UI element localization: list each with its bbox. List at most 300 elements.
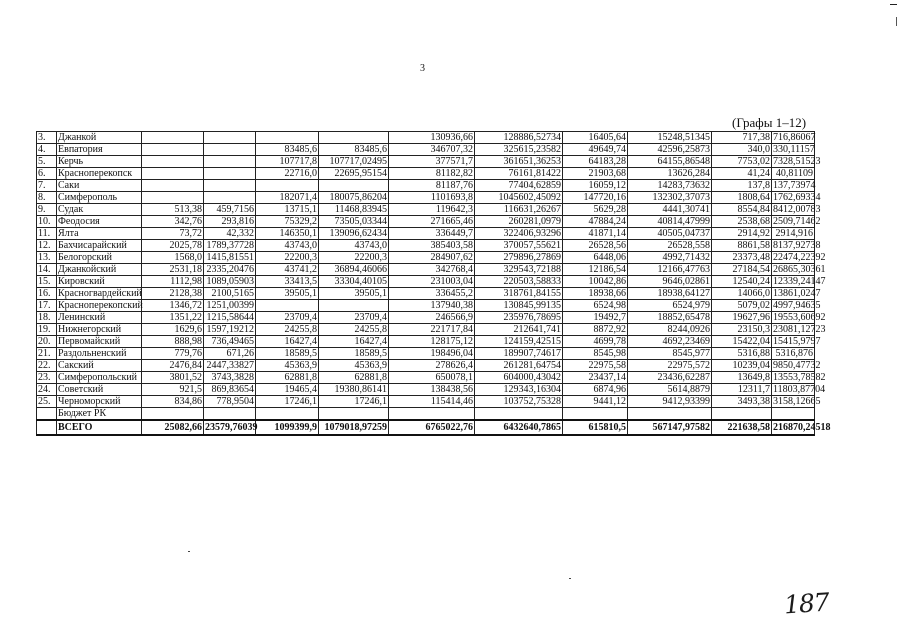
value-cell: 615810,5: [563, 420, 628, 435]
value-cell: 377571,7: [389, 156, 475, 168]
row-number: 17.: [37, 300, 57, 312]
value-cell: 921,5: [142, 384, 204, 396]
row-name: Советский: [57, 384, 142, 396]
value-cell: 650078,1: [389, 372, 475, 384]
value-cell: 19492,7: [563, 312, 628, 324]
row-number: 5.: [37, 156, 57, 168]
value-cell: 26528,56: [563, 240, 628, 252]
value-cell: 12540,24: [712, 276, 772, 288]
value-cell: 180075,86204: [319, 192, 389, 204]
value-cell: 336449,7: [389, 228, 475, 240]
value-cell: 212641,741: [475, 324, 563, 336]
value-cell: [319, 408, 389, 421]
value-cell: 2538,68: [712, 216, 772, 228]
value-cell: 146350,1: [256, 228, 319, 240]
value-cell: 1629,6: [142, 324, 204, 336]
value-cell: 19380,86141: [319, 384, 389, 396]
row-name: Ялта: [57, 228, 142, 240]
value-cell: 220503,58833: [475, 276, 563, 288]
table-row: [37, 204, 815, 216]
value-cell: 7328,51523: [773, 156, 821, 167]
value-cell: 40814,47999: [628, 216, 712, 228]
value-cell: [204, 144, 256, 156]
row-number: [37, 408, 57, 421]
value-cell: 567147,97582: [628, 420, 712, 435]
value-cell: 1089,05903: [204, 276, 256, 288]
value-cell: 137,73974: [773, 180, 816, 191]
value-cell: 1568,0: [142, 252, 204, 264]
value-cell: 1762,69334: [773, 192, 821, 203]
table-row: [37, 264, 815, 276]
value-cell: 115414,46: [389, 396, 475, 408]
value-cell: 2025,78: [142, 240, 204, 252]
row-name: Евпатория: [57, 144, 142, 156]
value-cell: 23081,12723: [773, 324, 826, 335]
row-name: Красногвардейский: [58, 288, 142, 299]
value-cell: 40,81109: [772, 168, 815, 180]
value-cell: 2476,84: [142, 360, 204, 372]
value-cell: 62881,8: [319, 372, 389, 384]
value-cell: [256, 408, 319, 421]
row-name: Симферополь: [57, 192, 142, 204]
value-cell: 14283,73632: [628, 180, 712, 192]
value-cell: 23709,4: [256, 312, 319, 324]
table-row: [37, 156, 815, 168]
value-cell: 6765022,76: [389, 420, 475, 435]
value-cell: 8244,0926: [628, 324, 712, 336]
value-cell: 11803,87704: [773, 384, 826, 395]
value-cell: 107717,02495: [319, 156, 389, 168]
value-cell: 13861,0247: [773, 288, 821, 299]
value-cell: 279896,27869: [475, 252, 563, 264]
scan-mark: [896, 17, 897, 26]
value-cell: 8545,98: [563, 348, 628, 360]
value-cell: 15422,04: [712, 336, 772, 348]
value-cell: 73,72: [142, 228, 204, 240]
value-cell: 1415,81551: [204, 252, 256, 264]
value-cell: 45363,9: [256, 360, 319, 372]
value-cell: 5079,02: [712, 300, 772, 312]
value-cell: 278626,4: [389, 360, 475, 372]
value-cell: 16405,64: [563, 132, 628, 144]
value-cell: [563, 408, 628, 421]
value-cell: 13626,284: [628, 168, 712, 180]
value-cell: 73505,03344: [319, 216, 389, 228]
value-cell: 19553,60692: [773, 312, 826, 323]
table-row: [37, 240, 815, 252]
value-cell: 888,98: [142, 336, 204, 348]
value-cell: 6524,979: [628, 300, 712, 312]
value-cell: 346707,32: [389, 144, 475, 156]
value-cell: 22975,58: [563, 360, 628, 372]
value-cell: 221717,84: [389, 324, 475, 336]
row-name: Раздольненский: [57, 348, 142, 360]
value-cell: 513,38: [142, 204, 204, 216]
value-cell: 189907,74617: [475, 348, 563, 360]
row-name: Красноперекопск: [57, 168, 142, 180]
row-number: 18.: [37, 312, 57, 324]
table-row: [37, 360, 815, 372]
value-cell: 33304,40105: [319, 276, 389, 288]
value-cell: 6432640,7865: [475, 420, 563, 435]
value-cell: 23373,48: [712, 252, 772, 264]
value-cell: 137,8: [712, 180, 772, 192]
row-name: Бюджет РК: [57, 408, 142, 421]
value-cell: 139096,62434: [319, 228, 389, 240]
scan-speck: [188, 551, 190, 552]
value-cell: 231003,04: [389, 276, 475, 288]
value-cell: 45363,9: [319, 360, 389, 372]
value-cell: 124159,42515: [475, 336, 563, 348]
value-cell: 5316,876: [772, 348, 815, 360]
value-cell: 49649,74: [563, 144, 628, 156]
row-name: Белогорский: [57, 252, 142, 264]
table-row: [37, 192, 815, 204]
value-cell: 8412,00783: [773, 204, 821, 215]
table-row: [37, 252, 815, 264]
value-cell: 130845,99135: [475, 300, 563, 312]
value-cell: 1789,37728: [204, 240, 256, 252]
value-cell: 3158,12665: [773, 396, 821, 407]
value-cell: 26865,30361: [773, 264, 826, 275]
row-name: Красноперекопский: [58, 300, 143, 311]
table-row: [37, 168, 815, 180]
value-cell: [204, 156, 256, 168]
value-cell: 75329,2: [256, 216, 319, 228]
row-name: Феодосия: [57, 216, 142, 228]
row-name: Джанкойский: [57, 264, 142, 276]
row-number: 24.: [37, 384, 57, 396]
value-cell: 322406,93296: [475, 228, 563, 240]
row-number: 13.: [37, 252, 57, 264]
value-cell: 12339,24147: [773, 276, 826, 287]
value-cell: 11468,83945: [319, 204, 389, 216]
row-number: 21.: [37, 348, 57, 360]
row-name: ВСЕГО: [57, 420, 142, 435]
row-number: 12.: [37, 240, 57, 252]
value-cell: 12186,54: [563, 264, 628, 276]
value-cell: 16427,4: [256, 336, 319, 348]
value-cell: 24255,8: [256, 324, 319, 336]
value-cell: 21903,68: [563, 168, 628, 180]
value-cell: 9646,02861: [628, 276, 712, 288]
value-cell: 671,26: [204, 348, 256, 360]
value-cell: [204, 408, 256, 421]
value-cell: 15248,51345: [628, 132, 712, 144]
value-cell: 4692,23469: [628, 336, 712, 348]
row-number: 19.: [37, 324, 57, 336]
value-cell: 42596,25873: [628, 144, 712, 156]
value-cell: 8554,84: [712, 204, 772, 216]
value-cell: 13649,8: [712, 372, 772, 384]
value-cell: 81187,76: [389, 180, 475, 192]
table-row: [37, 336, 815, 348]
value-cell: 325615,23582: [475, 144, 563, 156]
value-cell: [142, 192, 204, 204]
value-cell: 138438,56: [389, 384, 475, 396]
value-cell: 4441,30741: [628, 204, 712, 216]
table-body: [37, 132, 831, 436]
row-number: 8.: [37, 192, 57, 204]
page-number: 3: [420, 63, 425, 74]
value-cell: [204, 192, 256, 204]
value-cell: 8545,977: [628, 348, 712, 360]
value-cell: 64155,86548: [628, 156, 712, 168]
row-number: 22.: [37, 360, 57, 372]
value-cell: 22200,3: [319, 252, 389, 264]
table-row: [37, 288, 815, 300]
row-name: Саки: [57, 180, 142, 192]
total-row: [37, 420, 815, 435]
value-cell: [628, 408, 712, 421]
value-cell: 23436,62287: [628, 372, 712, 384]
value-cell: 132302,37073: [628, 192, 712, 204]
value-cell: 361651,36253: [475, 156, 563, 168]
value-cell: 137940,38: [389, 300, 475, 312]
value-cell: 8872,92: [563, 324, 628, 336]
row-name: Симферопольский: [57, 372, 142, 384]
value-cell: 221638,58: [712, 420, 772, 435]
value-cell: 318761,84155: [475, 288, 563, 300]
value-cell: 1112,98: [142, 276, 204, 288]
value-cell: 128886,52734: [475, 132, 563, 144]
value-cell: 22695,95154: [319, 168, 389, 180]
table-row: [37, 324, 815, 336]
value-cell: 1351,22: [142, 312, 204, 324]
value-cell: 43743,0: [319, 240, 389, 252]
row-number: 9.: [37, 204, 57, 216]
table-row: [37, 372, 815, 384]
value-cell: 42,332: [204, 228, 256, 240]
value-cell: 604000,43042: [475, 372, 563, 384]
value-cell: 1099399,9: [256, 420, 319, 435]
value-cell: 64183,28: [563, 156, 628, 168]
value-cell: 4699,78: [563, 336, 628, 348]
value-cell: [256, 132, 319, 144]
value-cell: 41871,14: [563, 228, 628, 240]
value-cell: [142, 180, 204, 192]
value-cell: [712, 408, 772, 421]
value-cell: 27184,54: [712, 264, 772, 276]
value-cell: 1808,64: [712, 192, 772, 204]
value-cell: 1045602,45092: [475, 192, 563, 204]
handwritten-page-number: 187: [783, 587, 830, 620]
value-cell: 13715,1: [256, 204, 319, 216]
value-cell: 41,24: [712, 168, 772, 180]
value-cell: 25082,66: [142, 420, 204, 435]
value-cell: 1101693,8: [389, 192, 475, 204]
value-cell: 1346,72: [142, 300, 204, 312]
value-cell: [204, 132, 256, 144]
value-cell: 284907,62: [389, 252, 475, 264]
value-cell: 342,76: [142, 216, 204, 228]
value-cell: 17246,1: [256, 396, 319, 408]
value-cell: 6874,96: [563, 384, 628, 396]
value-cell: [772, 408, 815, 421]
value-cell: [475, 408, 563, 421]
value-cell: 22716,0: [256, 168, 319, 180]
graphs-caption: (Графы 1–12): [732, 115, 807, 130]
value-cell: 2914,92: [712, 228, 772, 240]
table-row: [37, 396, 815, 408]
value-cell: 2509,71462: [773, 216, 821, 227]
value-cell: [142, 168, 204, 180]
row-number: [37, 420, 57, 435]
table-row: [37, 276, 815, 288]
value-cell: 4997,94635: [773, 300, 821, 311]
value-cell: 2128,38: [142, 288, 204, 300]
value-cell: 716,86067: [773, 132, 816, 143]
value-cell: [319, 300, 389, 312]
value-cell: 36894,46066: [319, 264, 389, 276]
table-row: [37, 312, 815, 324]
value-cell: 370057,55621: [475, 240, 563, 252]
value-cell: 235976,78695: [475, 312, 563, 324]
row-name: Керчь: [57, 156, 142, 168]
value-cell: 77404,62859: [475, 180, 563, 192]
table-row: [37, 300, 815, 312]
value-cell: 3743,3828: [204, 372, 256, 384]
row-number: 16.: [37, 288, 57, 300]
value-cell: 3801,52: [142, 372, 204, 384]
value-cell: 10042,86: [563, 276, 628, 288]
value-cell: 1597,19212: [204, 324, 256, 336]
value-cell: 2914,916: [772, 228, 815, 240]
value-cell: 330,11157: [773, 144, 815, 155]
value-cell: 22200,3: [256, 252, 319, 264]
value-cell: 33413,5: [256, 276, 319, 288]
value-cell: 19627,96: [712, 312, 772, 324]
value-cell: 216870,24518: [773, 422, 831, 433]
value-cell: 22474,22392: [773, 252, 826, 263]
value-cell: 119642,3: [389, 204, 475, 216]
value-cell: 103752,75328: [475, 396, 563, 408]
value-cell: 18589,5: [256, 348, 319, 360]
value-cell: 261281,64754: [475, 360, 563, 372]
value-cell: 130936,66: [389, 132, 475, 144]
value-cell: 39505,1: [319, 288, 389, 300]
table-row: [37, 144, 815, 156]
value-cell: 717,38: [712, 132, 772, 144]
value-cell: [389, 408, 475, 421]
value-cell: 736,49465: [204, 336, 256, 348]
value-cell: 12166,47763: [628, 264, 712, 276]
value-cell: 24255,8: [319, 324, 389, 336]
row-name: Нижнегорский: [57, 324, 142, 336]
table-row: [37, 348, 815, 360]
value-cell: 116631,26267: [475, 204, 563, 216]
value-cell: 340,0: [712, 144, 772, 156]
value-cell: 7753,02: [712, 156, 772, 168]
value-cell: 18938,64127: [628, 288, 712, 300]
value-cell: 9412,93399: [628, 396, 712, 408]
value-cell: 129343,16304: [475, 384, 563, 396]
value-cell: 182071,4: [256, 192, 319, 204]
value-cell: 23579,76039: [205, 422, 258, 433]
row-number: 23.: [37, 372, 57, 384]
value-cell: 47884,24: [563, 216, 628, 228]
value-cell: 18852,65478: [628, 312, 712, 324]
row-name: Сакский: [57, 360, 142, 372]
value-cell: [204, 168, 256, 180]
value-cell: 18938,66: [563, 288, 628, 300]
value-cell: [142, 144, 204, 156]
budget-table: [36, 131, 831, 436]
value-cell: [142, 408, 204, 421]
value-cell: 16059,12: [563, 180, 628, 192]
value-cell: 778,9504: [204, 396, 256, 408]
value-cell: 81182,82: [389, 168, 475, 180]
value-cell: 43743,0: [256, 240, 319, 252]
value-cell: 779,76: [142, 348, 204, 360]
value-cell: 1215,58644: [204, 312, 256, 324]
value-cell: [142, 156, 204, 168]
value-cell: 17246,1: [319, 396, 389, 408]
value-cell: [319, 180, 389, 192]
value-cell: 5316,88: [712, 348, 772, 360]
value-cell: [142, 132, 204, 144]
row-number: 25.: [37, 396, 57, 408]
value-cell: 10239,04: [712, 360, 772, 372]
value-cell: 293,816: [204, 216, 256, 228]
value-cell: 342768,4: [389, 264, 475, 276]
value-cell: 16427,4: [319, 336, 389, 348]
row-name: Джанкой: [57, 132, 142, 144]
value-cell: 834,86: [142, 396, 204, 408]
table-row: [37, 228, 815, 240]
value-cell: 14066,0: [712, 288, 772, 300]
value-cell: 8861,58: [712, 240, 772, 252]
value-cell: 271665,46: [389, 216, 475, 228]
row-number: 3.: [37, 132, 57, 144]
value-cell: 76161,81422: [475, 168, 563, 180]
value-cell: 23709,4: [319, 312, 389, 324]
value-cell: 13553,78582: [773, 372, 826, 383]
value-cell: [256, 180, 319, 192]
value-cell: 3493,38: [712, 396, 772, 408]
value-cell: 260281,0979: [475, 216, 563, 228]
value-cell: 6448,06: [563, 252, 628, 264]
value-cell: 2531,18: [142, 264, 204, 276]
row-name: Ленинский: [57, 312, 142, 324]
value-cell: 12311,7: [712, 384, 772, 396]
row-name: Кировский: [57, 276, 142, 288]
value-cell: 83485,6: [256, 144, 319, 156]
value-cell: 128175,12: [389, 336, 475, 348]
value-cell: 23150,3: [712, 324, 772, 336]
value-cell: 26528,558: [628, 240, 712, 252]
value-cell: 329543,72188: [475, 264, 563, 276]
value-cell: 6524,98: [563, 300, 628, 312]
value-cell: 1251,00399: [204, 300, 256, 312]
value-cell: 2335,20476: [204, 264, 256, 276]
row-number: 11.: [37, 228, 57, 240]
row-number: 4.: [37, 144, 57, 156]
value-cell: 385403,58: [389, 240, 475, 252]
value-cell: [204, 180, 256, 192]
value-cell: 40505,04737: [628, 228, 712, 240]
value-cell: 2100,5165: [204, 288, 256, 300]
value-cell: 62881,8: [256, 372, 319, 384]
row-number: 10.: [37, 216, 57, 228]
scan-speck: [569, 578, 571, 579]
value-cell: 4992,71432: [628, 252, 712, 264]
value-cell: 83485,6: [319, 144, 389, 156]
table-row: [37, 180, 815, 192]
value-cell: 43741,2: [256, 264, 319, 276]
value-cell: 19465,4: [256, 384, 319, 396]
value-cell: 147720,16: [563, 192, 628, 204]
